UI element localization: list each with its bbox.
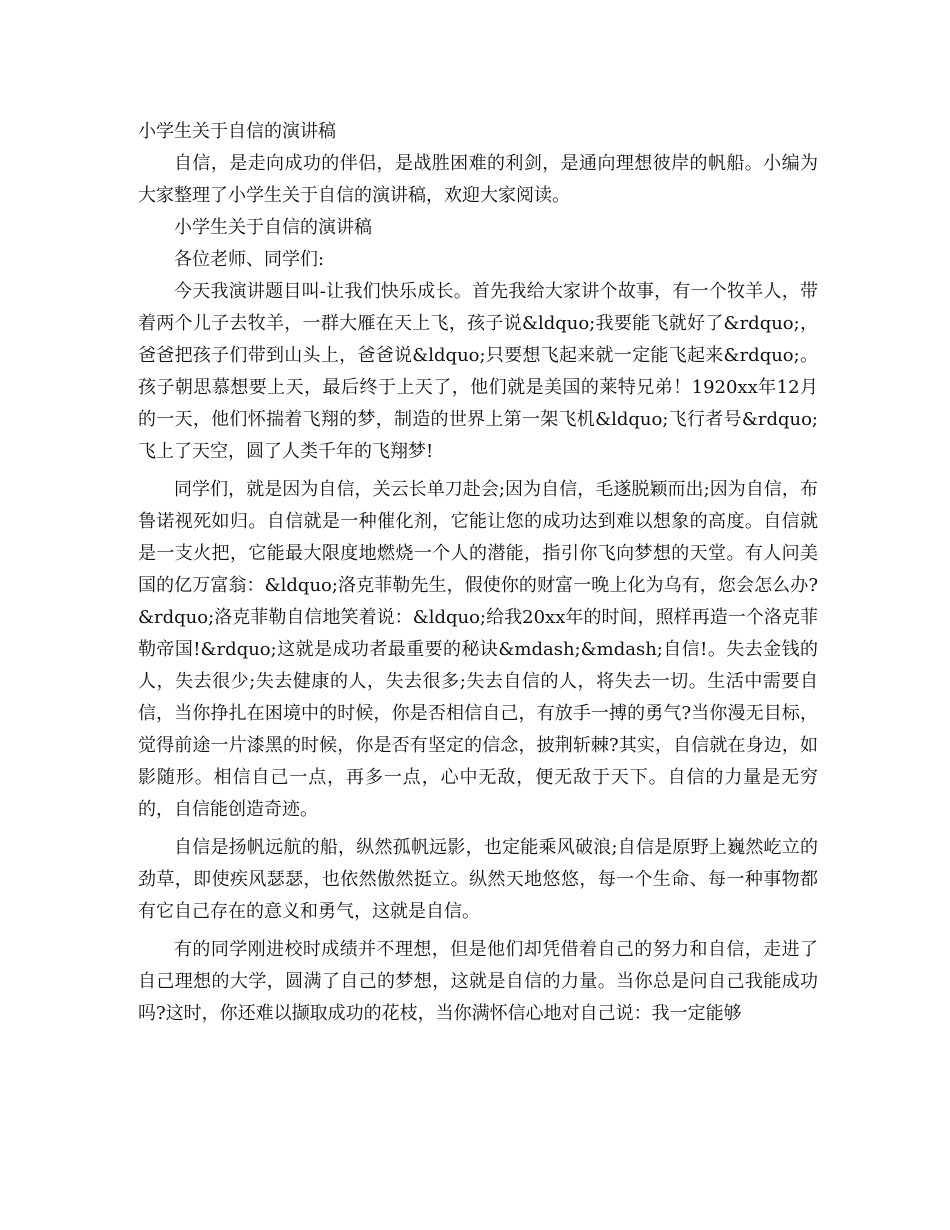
- document-body: [138, 116, 818, 1030]
- body-paragraph-3: 自信是扬帆远航的船，纵然孤帆远影，也定能乘风破浪;自信是原野上巍然屹立的劲草，即使疾风瑟瑟，也依然傲然挺立。纵然天地悠悠，每一个生命、每一种事物都有它自己存在的意义和勇气，这就是自信。: [138, 837, 818, 922]
- document-title: 小学生关于自信的演讲稿: [138, 121, 336, 142]
- intro-paragraph: 自信，是走向成功的伴侣，是战胜困难的利剑，是通向理想彼岸的帆船。小编为大家整理了小学生关于自信的演讲稿，欢迎大家阅读。: [138, 153, 818, 206]
- body-paragraph-4: 有的同学刚进校时成绩并不理想，但是他们却凭借着自己的努力和自信，走进了自己理想的大学，圆满了自己的梦想，这就是自信的力量。当你总是问自己我能成功吗?这时，你还难以撷取成功的花枝，当你满怀信心地对自己说：我一定能够: [138, 939, 818, 1024]
- speech-subtitle: 小学生关于自信的演讲稿: [174, 217, 372, 238]
- body-paragraph-1: 今天我演讲题目叫-让我们快乐成长。首先我给大家讲个故事，有一个牧羊人，带着两个儿子去牧羊，一群大雁在天上飞，孩子说&ldquo;我要能飞就好了&rdquo;，爸爸把孩子们带到山头上，爸爸说&ldquo;只要想飞起来就一定能飞起来&rdquo;。孩子朝思慕想要上天，最后终于上天了，他们就是美国的莱特兄弟！1920xx年12月的一天，他们怀揣着飞翔的梦，制造的世界上第一架飞机&ldquo;飞行者号&rdquo;飞上了天空，圆了人类千年的飞翔梦!: [138, 281, 818, 462]
- speech-greeting: 各位老师、同学们:: [174, 249, 325, 270]
- body-paragraph-2: 同学们，就是因为自信，关云长单刀赴会;因为自信，毛遂脱颖而出;因为自信，布鲁诺视死如归。自信就是一种催化剂，它能让您的成功达到难以想象的高度。自信就是一支火把，它能最大限度地燃烧一个人的潜能，指引你飞向梦想的天堂。有人问美国的亿万富翁：&ldquo;洛克菲勒先生，假使你的财富一晚上化为乌有，您会怎么办?&rdquo;洛克菲勒自信地笑着说：&ldquo;给我20xx年的时间，照样再造一个洛克菲勒帝国!&rdquo;这就是成功者最重要的秘诀&mdash;&mdash;自信!。失去金钱的人，失去很少;失去健康的人，失去很多;失去自信的人，将失去一切。生活中需要自信，当你挣扎在困境中的时候，你是否相信自己，有放手一搏的勇气?当你漫无目标，觉得前途一片漆黑的时候，你是否有坚定的信念，披荆斩棘?其实，自信就在身边，如影随形。相信自己一点，再多一点，心中无敌，便无敌于天下。自信的力量是无穷的，自信能创造奇迹。: [138, 479, 818, 820]
